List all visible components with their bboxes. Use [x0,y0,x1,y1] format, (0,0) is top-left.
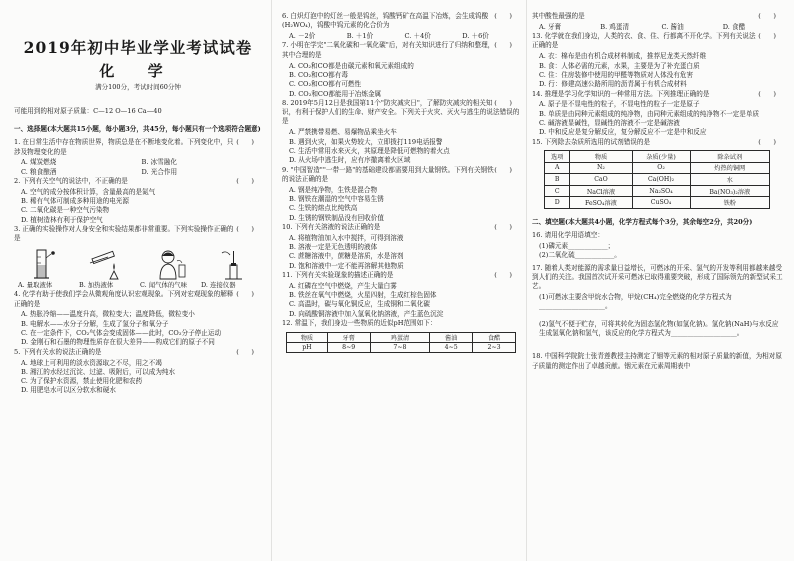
answer-blank: (2)氢气不便于贮存，可将其转化为固态氢化物(如氢化钠)。氢化钠(NaH)与水反应生成氢氧化钠和氢气，该反应的化学方程式为____________________。 [539,319,779,337]
answer-blank: (1)可燃冰主要含甲烷水合物，甲烷(CH₄)完全燃烧的化学方程式为____________________。 [539,293,732,311]
table-cell: Ca(OH)₂ [632,174,690,186]
answer-paren: ( ) [494,98,512,107]
answer-option: B. 湘江的水经过沉淀、过滤、吸附后，可以成为纯水 [21,367,176,376]
answer-option: B. 钢铁在潮湿的空气中容易生锈 [289,195,384,204]
answer-option: D. 向硫酸铜溶液中加入氢氧化钠溶液，产生蓝色沉淀 [289,309,444,318]
question-stem-text: 7. 小明在学完"二氧化碳和一氧化碳"后，对有关知识进行了归纳和整理，其中合理的是 [282,41,495,59]
answer-option: A. 牙膏 [539,22,562,31]
table-cell: N₂ [570,162,632,174]
answer-blank: (2)二氧化硫____________。 [539,251,621,260]
answer-option: D. 从火场中逃生时，应有序撤离着火区域 [289,156,411,165]
table-cell: pH [287,343,328,353]
question-stem-text: 4. 化学有助于使我们学会从微观角度认识宏观现象。下列对宏观现象的解释正确的是 [14,290,234,308]
answer-option: B. 单质是由同种元素组成的纯净物，由同种元素组成的纯净物不一定是单质 [539,109,760,118]
answer-option: C. ＋4价 [404,32,431,41]
atomic-masses: 可能用到的相对原子质量：C—12 O—16 Ca—40 [14,107,162,115]
column-right [532,12,784,561]
question-stem: 17. 随着人类对能源的需求量日益增长，可燃冰的开采、氢气的开发等利用都越来越受到人们的关注。我国首次试开采可燃冰已取得重要突破，形成了国际领先的新型试采工艺。 [532,263,783,291]
answer-paren: ( ) [236,290,254,299]
answer-paren: ( ) [236,225,254,234]
table-cell: 2~3 [473,343,516,353]
answer-option: A. －2价 [289,32,316,41]
table-cell: 物质 [287,333,328,343]
answer-option: A. CO₂和CO都是由碳元素和氧元素组成的 [289,61,414,70]
table-cell: FeSO₄溶液 [570,197,632,209]
answer-option: C. 为了保护水资源，禁止使用化肥和农药 [21,377,143,386]
question-stem-text: 9. "中国智造""一带一路"的基础建设都需要用到大量钢铁。下列有关钢铁的说法正确的是 [282,165,494,183]
question-stem [532,32,784,51]
question-stem-text: 10. 下列有关溶液的说法正确的是 [282,222,381,231]
answer-option: A. 煤炭燃烧 [21,158,57,167]
page-fold-line [526,0,527,561]
answer-option: B. 鸡蛋清 [600,22,630,31]
table-cell: 选项 [545,150,570,162]
question-stem [282,166,520,185]
question-stem-text: 11. 下列有关实验现象的描述正确的是 [282,270,394,279]
question-stem-text: 12. 常温下，我们身边一些物质的近似pH范围如下： [282,319,437,328]
table-cell: NaCl溶液 [570,185,632,197]
answer-option: C. CO₂和CO都有可燃性 [289,80,362,89]
answer-paren: ( ) [236,138,254,147]
answer-option: B. 溶液一定是无色透明的液体 [289,243,378,252]
table-cell: 7~8 [370,343,430,353]
answer-option: B. ＋1价 [346,32,374,41]
table-cell: B [545,174,570,186]
answer-option: B. 铁丝在氧气中燃烧，火星四射，生成红棕色固体 [289,291,437,300]
table-cell: CaO [570,174,632,186]
question-stem [532,90,784,99]
question-stem [282,12,520,31]
impurity-table [544,150,770,209]
table-cell: 4~5 [430,343,473,353]
figure-captions [14,281,262,290]
answer-paren: ( ) [494,222,512,231]
table-cell: D [545,197,570,209]
question-stem-text: 2. 下列有关空气的说法中，不正确的是 [14,176,128,185]
answer-option: C. 粮食酿酒 [21,167,57,176]
question-list [14,138,262,396]
subject-title: 化 学 [99,62,177,80]
answer-option: B. 冰雪融化 [141,158,177,167]
answer-option: A. 热胀冷缩——温度升高，微粒变大；温度降低，微粒变小 [21,310,195,319]
question-stem [282,271,520,280]
table-cell: CuSO₄ [632,197,690,209]
question-stem: 16. 请用化学用语填空： [532,231,604,240]
question-stem-text: 6. 白炽灯泡中的灯丝一般是钨丝，钨酸钙矿在高温下冶炼，会生成钨酸(H₂WO₄)，钨酸中钨元素的化合价为 [282,12,489,30]
answer-option: C. 碱溶液显碱性，显碱性的溶液不一定是碱溶液 [539,119,680,128]
answer-option: D. 用肥皂水可以区分软水和硬水 [21,386,116,395]
test-tube-heating-icon [84,247,128,281]
answer-option: A. 将植物油加入水中搅拌，可得到溶液 [289,233,404,242]
answer-option: B. 电解水——水分子分解，生成了氢分子和氧分子 [21,319,169,328]
answer-option: C. 二氧化碳是一种空气污染物 [21,206,110,215]
table-cell: 食醋 [473,333,516,343]
question-stem [282,319,520,328]
table-cell: 8~9 [327,343,370,353]
answer-option: A. 空气的成分按体积计算，含量最高的是氮气 [21,187,156,196]
table-row [287,333,516,343]
answer-option: C. 蔗糖溶液中，蔗糖是溶质，水是溶剂 [289,252,404,261]
answer-option: C. 生活中常用水来灭火，其原理是降低可燃物的着火点 [289,146,450,155]
answer-option: D. 饱和溶液中一定不能再溶解其他物质 [289,261,404,270]
answer-blank: (1)磷元素____________； [539,242,615,250]
exam-title: 2019年初中毕业学业考试试卷 [23,38,253,57]
answer-option: B. 遇到火灾，如果火势较大，立即拨打119电话报警 [289,137,443,146]
answer-option: D. CO₂和CO都能用于冶炼金属 [289,89,382,98]
option-row [532,23,784,32]
table-cell: A [545,162,570,174]
question-stem-text: 15. 下列除去杂质所选用的试剂错误的是 [532,137,651,146]
question-stem-text: 3. 正确的实验操作对人身安全和实验结果都非常重要。下列实验操作正确的是 [14,225,234,243]
answer-option: C. 酱油 [661,22,684,31]
column-middle [282,12,520,561]
question-stem [532,12,784,21]
answer-option: D. 食醋 [722,22,746,31]
table-cell: C [545,185,570,197]
answer-option: A. 严禁携带易燃、易爆物品乘坐火车 [289,128,397,137]
table-row [545,162,770,174]
answer-option: A. 量取液体 [18,281,53,290]
option-row [14,158,262,167]
answer-paren: ( ) [236,347,254,356]
table-cell: 杂质(少量) [632,150,690,162]
answer-paren: ( ) [236,176,254,185]
person-smelling-gas-icon [148,247,192,281]
table-cell: 除杂试剂 [690,150,769,162]
question-stem [282,223,520,232]
answer-option: C. 生铁的熔点比纯铁高 [289,204,358,213]
answer-option: D. 生锈的钢铁制品没有回收价值 [289,213,384,222]
answer-option: B. 食：人体必需的元素，水果，主要是为了补充蛋白质 [539,61,700,70]
answer-paren: ( ) [494,12,512,20]
page-fold-line [271,0,272,561]
answer-option: D. 行：修建高速公路所用的沥青属于有机合成材料 [539,80,687,89]
section-heading-fill: 二、填空题(本大题共4小题，化学方程式每个3分，其余每空2分，共20分) [532,217,753,226]
answer-option: C. 闻气体的气味 [140,281,188,290]
answer-option: A. 衣：棉布是由有机合成材料制成，推荐尼龙类天然纤维 [539,52,707,61]
answer-option: A. 地球上可利用的淡水资源取之不尽，用之不竭 [21,358,162,367]
answer-option: A. 红磷在空气中燃烧，产生大量白雾 [289,281,397,290]
question-stem [282,41,520,60]
table-cell: 水 [690,174,769,186]
question-stem-text: 8. 2019年5月12日是我国第11个"防灾减灾日"，了解防灾减灾的相关知识，有利于保护人们的生命、财产安全。下列关于火灾、灭火与逃生的说法错误的是 [282,98,520,126]
answer-option: D. 连接仪器 [201,281,236,290]
answer-option: B. 稀有气体可制成多种用途的电光源 [21,197,129,206]
table-row [545,197,770,209]
answer-paren: ( ) [494,41,512,50]
answer-option: B. 加热液体 [79,281,114,290]
question-list [282,12,520,328]
answer-option: A. 原子是不显电性的粒子，不显电性的粒子一定是原子 [539,100,700,109]
table-cell: 铁粉 [690,197,769,209]
table-cell: O₂ [632,162,690,174]
question-stem: 18. 中国科学院院士张青莲教授主持测定了铟等元素的相对原子质量的新值，为相对原子质量的测定作出了卓越贡献。铟元素在元素周期表中 [532,352,782,370]
table-cell: 酱油 [430,333,473,343]
ph-table [286,332,516,353]
table-cell: Na₂SO₄ [632,185,690,197]
answer-option: D. 植树造林有利于保护空气 [21,215,103,224]
exam-meta: 满分100分，考试时间60分钟 [95,83,181,91]
question-stem [14,290,262,309]
answer-paren: ( ) [758,12,776,20]
answer-paren: ( ) [758,89,776,98]
table-cell: 牙膏 [327,333,370,343]
answer-option: C. 高温时，碳与氧化铜反应，生成铜和二氧化碳 [289,300,430,309]
question-stem-text: 1. 在日常生活中存在物质世界，物质总是在不断地变化着。下列变化中，只涉及物理变化的是 [14,138,234,156]
lab-figures [14,245,262,281]
question-stem [532,138,784,147]
answer-paren: ( ) [758,137,776,146]
question-stem-text: 其中酸性最强的是 [532,12,585,20]
connecting-apparatus-icon [212,247,256,281]
question-stem [14,348,262,357]
answer-paren: ( ) [758,32,776,41]
answer-option: A. 钢是纯净物，生铁是混合物 [289,185,378,194]
answer-option: B. CO₂和CO都有毒 [289,70,348,79]
question-stem [14,138,262,157]
question-stem-text: 14. 推理是学习化学知识的一种常用方法。下列推理正确的是 [532,89,710,98]
answer-option: D. 中和反应是复分解反应，复分解反应不一定是中和反应 [539,128,707,137]
table-row [545,174,770,186]
question-list [532,32,784,147]
question-stem-text: 5. 下列有关水的说法正确的是 [14,347,102,356]
answer-option: D. ＋6价 [462,32,489,41]
table-cell: 物质 [570,150,632,162]
table-row [287,343,516,353]
graduated-cylinder-icon [20,247,64,281]
answer-paren: ( ) [494,165,512,174]
answer-option: C. 在一定条件下，CO₂气体会变成固体——此时，CO₂分子停止运动 [21,329,222,338]
table-row [545,150,770,162]
question-stem [14,225,262,244]
answer-option: D. 金刚石和石墨的物理性质存在很大差异——构成它们的原子不同 [21,338,215,347]
section-heading-choice: 一、选择题(本大题共15小题，每小题3分，共45分，每小题只有一个选项符合题意) [14,125,261,133]
answer-option: D. 光合作用 [141,167,178,176]
table-cell: 鸡蛋清 [370,333,430,343]
question-stem-text: 13. 化学就在我们身边，人类的衣、食、住、行都离不开化学。下列有关说法正确的是 [532,32,756,50]
table-cell: Ba(NO₃)₂溶液 [690,185,769,197]
answer-paren: ( ) [494,270,512,279]
table-cell: 灼热的铜网 [690,162,769,174]
table-row [545,185,770,197]
question-stem [14,177,262,186]
question-stem [282,99,520,127]
option-row [14,168,262,177]
answer-option: C. 住：住房装修中使用的甲醛等物质对人体没有危害 [539,70,694,79]
column-left [14,38,262,561]
